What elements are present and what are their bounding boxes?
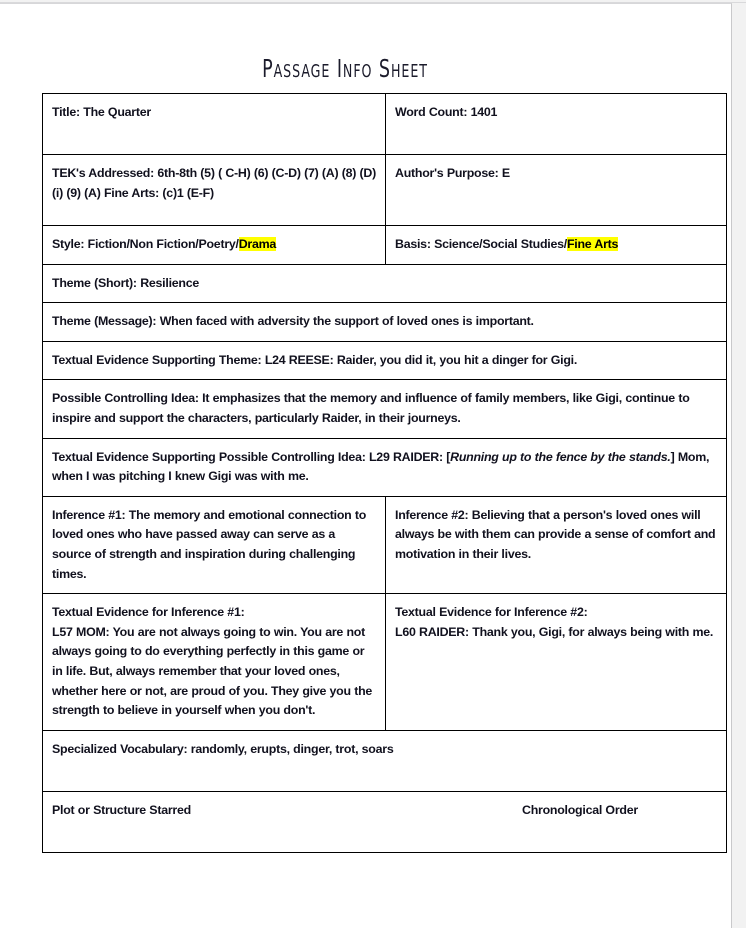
table-row-controlling-idea bbox=[43, 380, 727, 438]
cell-authors-purpose: Author's Purpose: E bbox=[386, 155, 727, 226]
evidence-inf2-heading: Textual Evidence for Inference #2: bbox=[395, 605, 588, 620]
passage-info-table bbox=[42, 93, 727, 853]
cell-teks-addressed: TEK's Addressed: 6th-8th (5) ( C-H) (6) (C-D) (7) (A) (8) (D) (i) (9) (A) Fine Arts: (c)1 (E-F) bbox=[43, 155, 386, 226]
evidence-ci-suffix: ] Mom, when I was pitching I knew Gigi was with me. bbox=[52, 449, 710, 484]
cell-plot-structure bbox=[43, 791, 727, 852]
document-page bbox=[0, 3, 732, 928]
page-title: Passage Info Sheet bbox=[262, 54, 428, 83]
table-row-title bbox=[43, 94, 727, 155]
table-row-style-basis bbox=[43, 226, 727, 265]
style-prefix-text: Style: Fiction/Non Fiction/Poetry/ bbox=[52, 237, 239, 251]
cell-inference-1: Inference #1: The memory and emotional connection to loved ones who have passed away can serve as a source of strength and inspiration during challenging times. bbox=[43, 496, 386, 593]
table-row-theme-message bbox=[43, 303, 727, 342]
cell-inference-2: Inference #2: Believing that a person's loved ones will always be with them can provide a sense of comfort and motivation in their lives. bbox=[386, 496, 727, 593]
cell-possible-controlling-idea: Possible Controlling Idea: It emphasizes that the memory and influence of family members, like Gigi, continue to inspire and support the characters, particularly Raider, in their journeys. bbox=[43, 380, 727, 438]
table-row-teks bbox=[43, 155, 727, 226]
cell-evidence-inference-2 bbox=[386, 594, 727, 731]
cell-theme-message: Theme (Message): When faced with adversity the support of loved ones is important. bbox=[43, 303, 727, 342]
plot-structure-value: Chronological Order bbox=[522, 802, 638, 817]
evidence-inf1-heading: Textual Evidence for Inference #1: bbox=[52, 605, 245, 620]
evidence-ci-stage-direction: Running up to the fence by the stands. bbox=[450, 449, 671, 464]
table-row-theme-short bbox=[43, 264, 727, 303]
evidence-inf1-body: L57 MOM: You are not always going to win. You are not always going to do everything perfectly in this game or in life. But, always remember that your loved ones, whether here or not, are proud of you. They give you the strength to believe in yourself when you don't. bbox=[52, 624, 373, 718]
cell-specialized-vocabulary: Specialized Vocabulary: randomly, erupts, dinger, trot, soars bbox=[43, 730, 727, 791]
table-row-inference-evidence bbox=[43, 594, 727, 731]
cell-theme-short: Theme (Short): Resilience bbox=[43, 264, 727, 303]
table-row-plot-structure bbox=[43, 791, 727, 852]
cell-basis bbox=[386, 226, 727, 265]
table-row-evidence-controlling-idea bbox=[43, 438, 727, 496]
style-selected-highlight: Drama bbox=[238, 237, 277, 251]
cell-evidence-inference-1 bbox=[43, 594, 386, 731]
table-row-vocabulary bbox=[43, 730, 727, 791]
basis-prefix-text: Basis: Science/Social Studies/ bbox=[395, 237, 567, 251]
table-row-evidence-theme bbox=[43, 341, 727, 380]
evidence-inf2-body: L60 RAIDER: Thank you, Gigi, for always being with me. bbox=[395, 624, 714, 639]
plot-structure-label: Plot or Structure Starred bbox=[52, 802, 191, 817]
table-row-inferences bbox=[43, 496, 727, 593]
basis-selected-highlight: Fine Arts bbox=[566, 237, 619, 251]
cell-word-count: Word Count: 1401 bbox=[386, 94, 727, 155]
cell-evidence-controlling-idea bbox=[43, 438, 727, 496]
evidence-ci-prefix: Textual Evidence Supporting Possible Controlling Idea: L29 RAIDER: [ bbox=[52, 449, 451, 464]
cell-style bbox=[43, 226, 386, 265]
cell-title: Title: The Quarter bbox=[43, 94, 386, 155]
cell-evidence-supporting-theme: Textual Evidence Supporting Theme: L24 REESE: Raider, you did it, you hit a dinger for Gigi. bbox=[43, 341, 727, 380]
